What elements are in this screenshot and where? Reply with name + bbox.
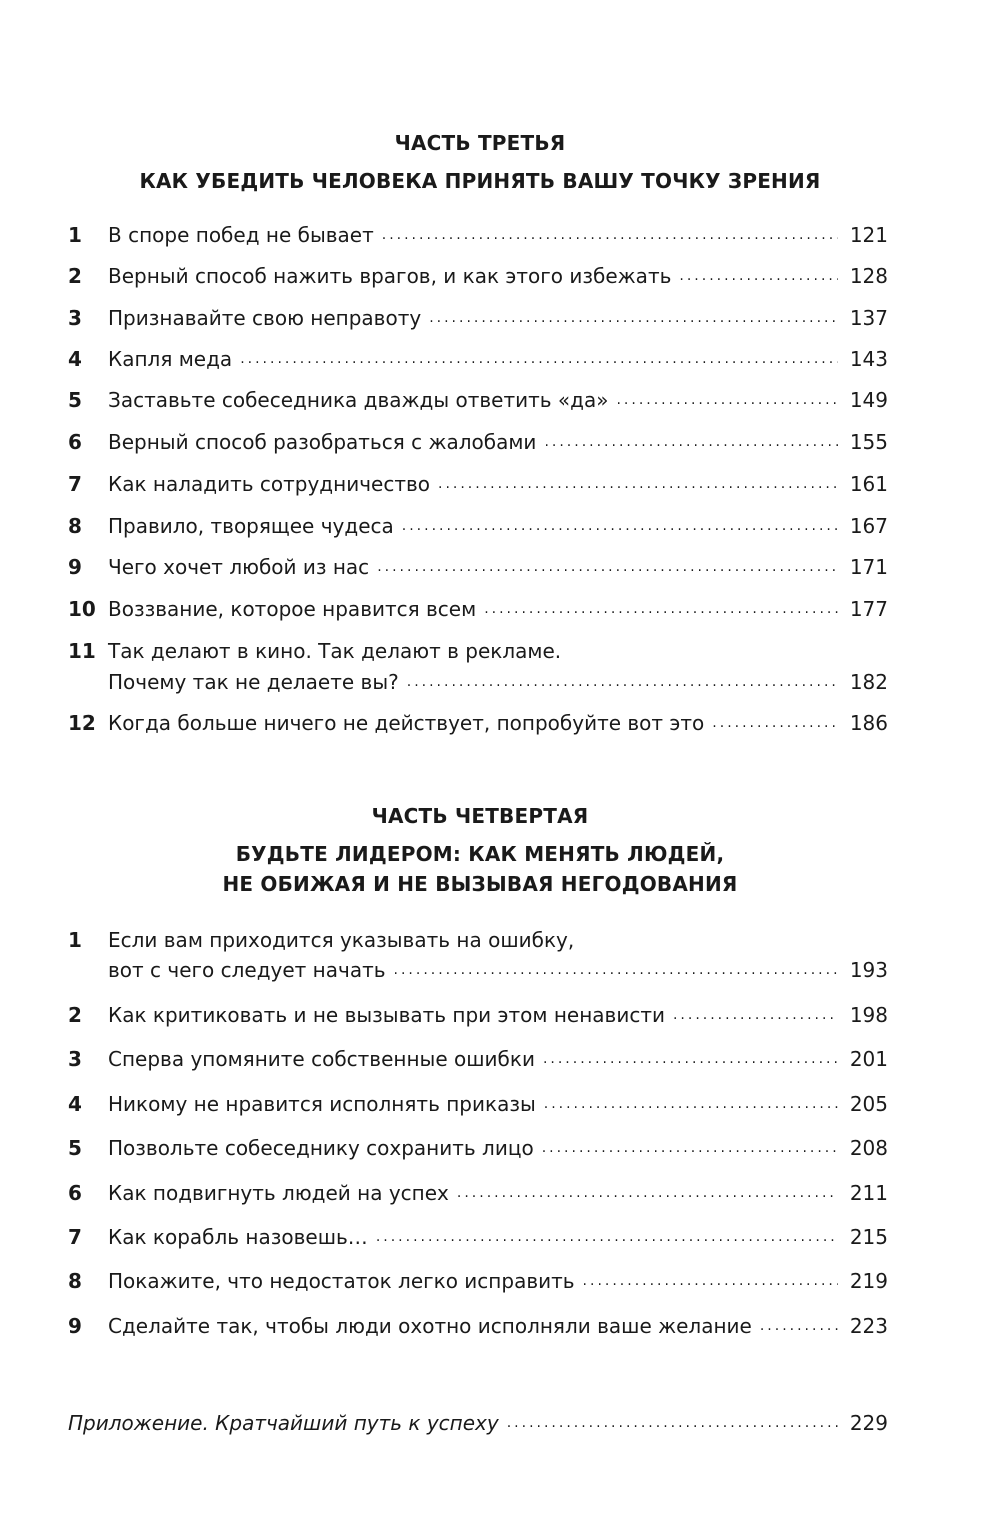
toc-entry xyxy=(68,1001,888,1029)
toc-entry xyxy=(68,1090,888,1118)
entry-number: 7 xyxy=(68,1225,82,1249)
entry-line xyxy=(108,1134,888,1162)
entry-title: В споре побед не бывает xyxy=(108,223,374,247)
entry-number: 3 xyxy=(68,306,82,330)
entry-title: Сделайте так, чтобы люди охотно исполняли ваше желание xyxy=(108,1314,752,1338)
toc-entry xyxy=(68,1045,888,1073)
entry-number: 10 xyxy=(68,597,96,621)
toc-entry xyxy=(68,428,888,456)
dot-leader xyxy=(457,1179,838,1207)
dot-leader xyxy=(542,1134,838,1162)
page-number: 121 xyxy=(849,223,888,247)
entry-line xyxy=(108,1223,888,1251)
toc-entry xyxy=(68,709,888,737)
entry-number: 7 xyxy=(68,472,82,496)
entry-title: Капля меда xyxy=(108,347,233,371)
page-number: 167 xyxy=(849,514,888,538)
toc-entry xyxy=(68,1267,888,1295)
entry-number: 11 xyxy=(68,639,96,663)
entry-line xyxy=(108,1312,888,1340)
toc-entry xyxy=(68,262,888,290)
entry-line xyxy=(108,1090,888,1118)
entry-title: Никому не нравится исполнять приказы xyxy=(108,1092,536,1116)
dot-leader xyxy=(679,262,837,290)
entry-number: 5 xyxy=(68,388,82,412)
entry-line xyxy=(108,221,888,249)
page-number: 128 xyxy=(849,264,888,288)
page-number: 205 xyxy=(849,1092,888,1116)
entry-number: 12 xyxy=(68,711,96,735)
dot-leader xyxy=(712,709,838,737)
toc-entry xyxy=(68,386,888,414)
page-number: 211 xyxy=(849,1181,888,1205)
entry-number: 2 xyxy=(68,1003,82,1027)
dot-leader xyxy=(402,512,838,540)
page-number: 149 xyxy=(849,388,888,412)
entry-title: Воззвание, которое нравится всем xyxy=(108,597,477,621)
entry-number: 1 xyxy=(68,928,82,952)
entry-line xyxy=(108,304,888,332)
entry-line xyxy=(108,386,888,414)
entry-title: Как наладить сотрудничество xyxy=(108,472,430,496)
dot-leader xyxy=(673,1001,838,1029)
page-number: 143 xyxy=(849,347,888,371)
dot-leader xyxy=(760,1312,838,1340)
entry-number: 1 xyxy=(68,223,82,247)
page-number: 193 xyxy=(849,958,888,982)
toc-entry xyxy=(68,512,888,540)
toc-entry xyxy=(68,1134,888,1162)
dot-leader xyxy=(240,345,838,373)
toc-entry xyxy=(68,1312,888,1340)
dot-leader xyxy=(429,304,838,332)
entry-line xyxy=(108,345,888,373)
page-number: 161 xyxy=(849,472,888,496)
dot-leader xyxy=(583,1267,838,1295)
entry-line xyxy=(108,1267,888,1295)
entry-line xyxy=(108,512,888,540)
part4-subtitle-line2: НЕ ОБИЖАЯ И НЕ ВЫЗЫВАЯ НЕГОДОВАНИЯ xyxy=(222,872,738,896)
entry-title: Заставьте собеседника дважды ответить «да» xyxy=(108,388,609,412)
page-number: 198 xyxy=(849,1003,888,1027)
toc-entry xyxy=(68,1179,888,1207)
dot-leader xyxy=(544,1090,838,1118)
entry-line xyxy=(108,595,888,623)
entry-title: Покажите, что недостаток легко исправить xyxy=(108,1269,575,1293)
part3-subtitle: КАК УБЕДИТЬ ЧЕЛОВЕКА ПРИНЯТЬ ВАШУ ТОЧКУ ЗРЕНИЯ xyxy=(139,169,821,193)
entry-title: Позвольте собеседнику сохранить лицо xyxy=(108,1136,534,1160)
page-number: 137 xyxy=(849,306,888,330)
dot-leader xyxy=(382,221,838,249)
entry-title: Как критиковать и не вызывать при этом ненависти xyxy=(108,1003,665,1027)
entry-line xyxy=(108,1179,888,1207)
entry-number: 4 xyxy=(68,1092,82,1116)
entry-title-line1: Так делают в кино. Так делают в рекламе. xyxy=(108,639,562,663)
page-number: 186 xyxy=(849,711,888,735)
entry-line xyxy=(108,668,888,696)
entry-number: 9 xyxy=(68,555,82,579)
toc-entry xyxy=(68,1223,888,1251)
toc-entry xyxy=(68,345,888,373)
entry-title: вот с чего следует начать xyxy=(108,958,386,982)
entry-title: Приложение. Кратчайший путь к успеху xyxy=(68,1411,499,1435)
toc-entry xyxy=(68,304,888,332)
toc-entry xyxy=(68,553,888,581)
dot-leader xyxy=(543,1045,838,1073)
entry-line xyxy=(108,262,888,290)
toc-entry xyxy=(68,470,888,498)
page-number: 171 xyxy=(849,555,888,579)
entry-number: 3 xyxy=(68,1047,82,1071)
entry-title-line1: Если вам приходится указывать на ошибку, xyxy=(108,928,575,952)
entry-line xyxy=(108,956,888,984)
dot-leader xyxy=(484,595,838,623)
entry-title: Как корабль назовешь… xyxy=(108,1225,368,1249)
entry-line xyxy=(68,1409,888,1437)
page-number: 219 xyxy=(849,1269,888,1293)
toc-entry xyxy=(68,595,888,623)
entry-number: 9 xyxy=(68,1314,82,1338)
entry-line xyxy=(108,470,888,498)
entry-number: 2 xyxy=(68,264,82,288)
entry-title: Правило, творящее чудеса xyxy=(108,514,394,538)
entry-title: Сперва упомяните собственные ошибки xyxy=(108,1047,535,1071)
toc-entry xyxy=(68,221,888,249)
page-number: 215 xyxy=(849,1225,888,1249)
page-number: 223 xyxy=(849,1314,888,1338)
entry-number: 8 xyxy=(68,514,82,538)
dot-leader xyxy=(407,668,838,696)
entry-number: 6 xyxy=(68,430,82,454)
dot-leader xyxy=(394,956,838,984)
entry-title: Верный способ разобраться с жалобами xyxy=(108,430,537,454)
entry-line xyxy=(108,428,888,456)
part4-subtitle-line1: БУДЬТЕ ЛИДЕРОМ: КАК МЕНЯТЬ ЛЮДЕЙ, xyxy=(235,842,725,866)
dot-leader xyxy=(438,470,838,498)
dot-leader xyxy=(377,553,838,581)
entry-number: 5 xyxy=(68,1136,82,1160)
part3-title: ЧАСТЬ ТРЕТЬЯ xyxy=(394,131,566,155)
page-number: 177 xyxy=(849,597,888,621)
page-number: 155 xyxy=(849,430,888,454)
entry-line xyxy=(108,553,888,581)
entry-title: Верный способ нажить врагов, и как этого избежать xyxy=(108,264,672,288)
toc-entry xyxy=(68,1409,888,1437)
entry-number: 6 xyxy=(68,1181,82,1205)
page-number: 182 xyxy=(849,670,888,694)
dot-leader xyxy=(376,1223,838,1251)
entry-line xyxy=(108,1001,888,1029)
part4-title: ЧАСТЬ ЧЕТВЕРТАЯ xyxy=(371,804,589,828)
entry-title: Почему так не делаете вы? xyxy=(108,670,399,694)
entry-line xyxy=(108,709,888,737)
entry-line xyxy=(108,1045,888,1073)
entry-title: Как подвигнуть людей на успех xyxy=(108,1181,449,1205)
dot-leader xyxy=(507,1409,838,1437)
entry-number: 8 xyxy=(68,1269,82,1293)
entry-title: Признавайте свою неправоту xyxy=(108,306,422,330)
entry-title: Когда больше ничего не действует, попробуйте вот это xyxy=(108,711,705,735)
page-number: 229 xyxy=(849,1411,888,1435)
page-number: 208 xyxy=(849,1136,888,1160)
dot-leader xyxy=(544,428,837,456)
dot-leader xyxy=(616,386,837,414)
entry-number: 4 xyxy=(68,347,82,371)
entry-title: Чего хочет любой из нас xyxy=(108,555,370,579)
page-number: 201 xyxy=(849,1047,888,1071)
